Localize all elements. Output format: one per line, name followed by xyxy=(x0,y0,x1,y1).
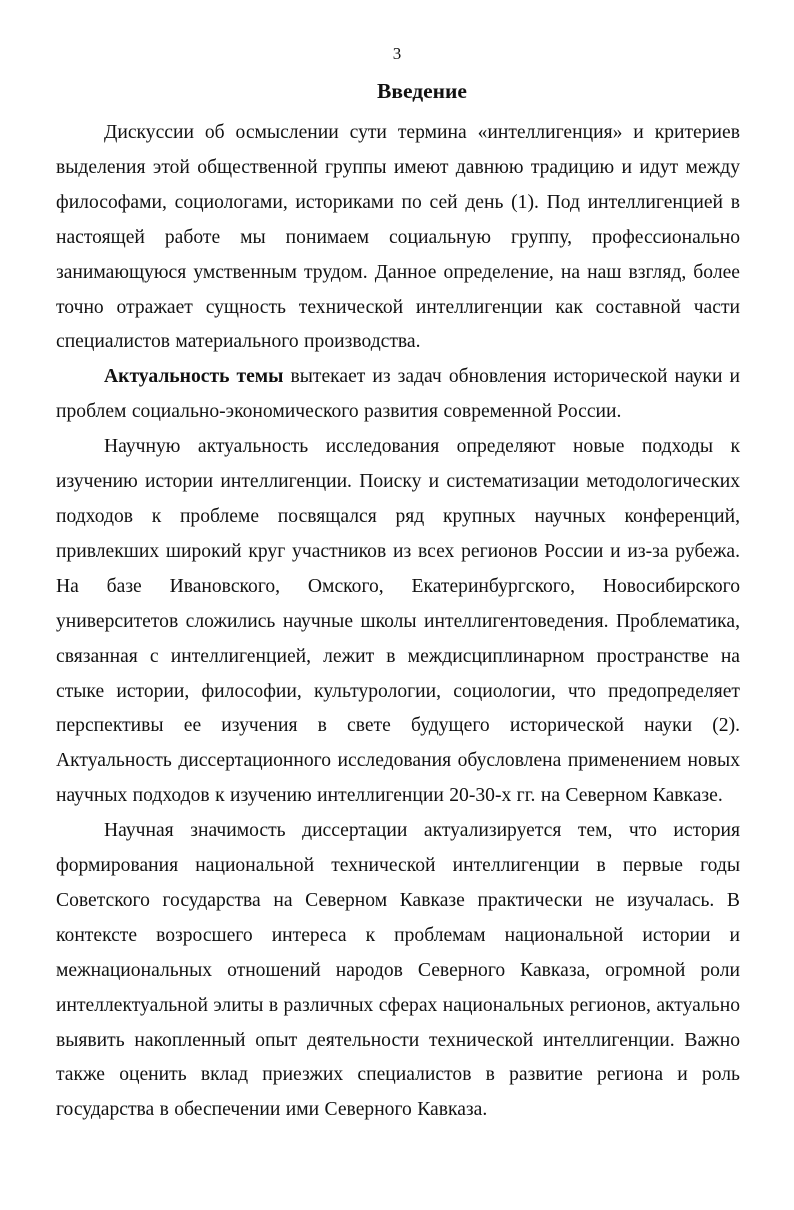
body-text xyxy=(56,116,740,1128)
page-number: 3 xyxy=(392,44,402,63)
paragraph-4-text: Научная значимость диссертации актуализируется тем, что история формирования национальной технической интеллигенции в первые годы Советского государства на Северном Кавказе практически не изучалась. В контексте возросшего интереса к проблемам национальной истории и межнациональных отношений народов Северного Кавказа, огромной роли интеллектуальной элиты в различных сферах национальных регионов, актуально выявить накопленный опыт деятельности технической интеллигенции. Важно также оценить вклад приезжих специалистов в развитие региона и роль государства в обеспечении ими Северного Кавказа. xyxy=(56,820,740,1121)
paragraph-3-text: Научную актуальность исследования определяют новые подходы к изучению истории интеллигенции. Поиску и систематизации методологических подходов к проблеме посвящался ряд крупных научных конференций, привлекших широкий круг участников из всех регионов России и из-за рубежа. На базе Ивановского, Омского, Екатеринбургского, Новосибирского университетов сложились научные школы интеллигентоведения. Проблематика, связанная с интеллигенцией, лежит в междисциплинарном пространстве на стыке истории, философии, культурологии, социологии, что предопределяет перспективы ее изучения в свете будущего исторической науки (2). Актуальность диссертационного исследования обусловлена применением новых научных подходов к изучению интеллигенции 20-30-х гг. на Северном Кавказе. xyxy=(56,436,740,807)
paragraph-3 xyxy=(56,430,740,814)
paragraph-4 xyxy=(56,814,740,1128)
paragraph-2 xyxy=(56,360,740,430)
paragraph-1 xyxy=(56,116,740,360)
paragraph-2-text: вытекает из задач обновления исторической науки и проблем социально-экономического развития современной России. xyxy=(56,366,740,423)
paragraph-2-lead: Актуальность темы xyxy=(104,366,284,388)
section-title: Введение xyxy=(377,79,467,103)
paragraph-1-text: Дискуссии об осмыслении сути термина «интеллигенция» и критериев выделения этой общественной группы имеют давнюю традицию и идут между философами, социологами, историками по сей день (1). Под интеллигенцией в настоящей работе мы понимаем социальную группу, профессионально занимающуюся умственным трудом. Данное определение, на наш взгляд, более точно отражает сущность технической интеллигенции как составной части специалистов материального производства. xyxy=(56,122,740,353)
